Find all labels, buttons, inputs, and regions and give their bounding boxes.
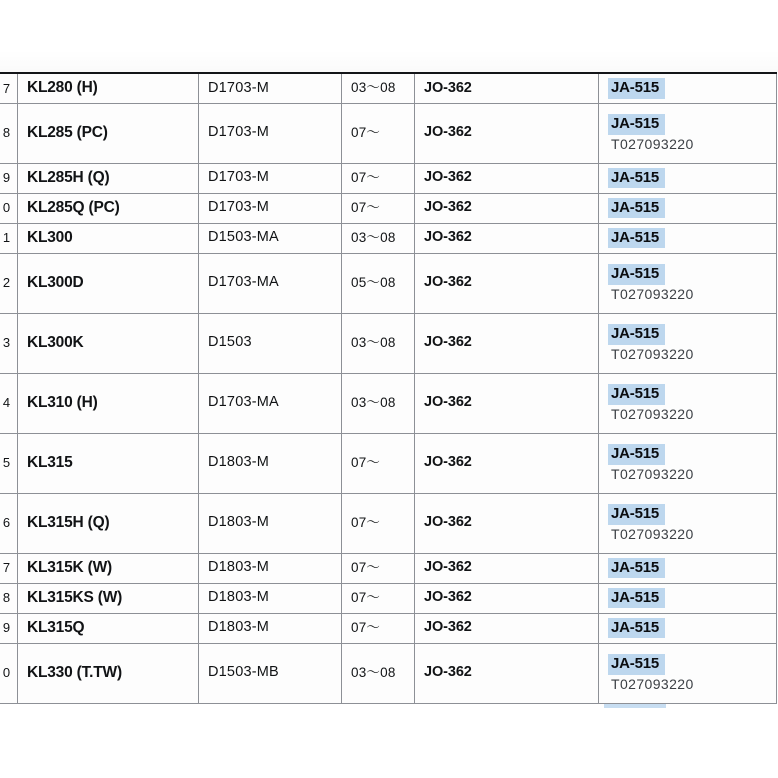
oil-filter-cell: JO-362: [415, 493, 599, 553]
model-name-cell: KL300: [18, 223, 199, 253]
secondary-part-number: T027093220: [611, 525, 694, 542]
air-filter-cell: [599, 253, 777, 313]
table-row: [0, 73, 777, 103]
oil-filter-cell: JO-362: [415, 103, 599, 163]
table-row: [0, 373, 777, 433]
table-row: [0, 493, 777, 553]
row-number-cell: 0: [0, 643, 18, 703]
row-number-cell: 8: [0, 583, 18, 613]
highlighted-part-number: JA-515: [608, 198, 665, 219]
year-range-cell: 05〜08: [342, 253, 415, 313]
page-top-margin: [0, 0, 778, 72]
table-row: [0, 643, 777, 703]
engine-code-cell: D1803-M: [199, 553, 342, 583]
table-row: [0, 253, 777, 313]
oil-filter-cell: JO-362: [415, 583, 599, 613]
highlighted-part-number: JA-515: [608, 558, 665, 579]
table-row: [0, 583, 777, 613]
table-row: [0, 103, 777, 163]
air-filter-cell: [599, 613, 777, 643]
engine-code-cell: D1703-M: [199, 163, 342, 193]
highlighted-part-number: JA-515: [608, 228, 665, 249]
row-number-cell: 6: [0, 493, 18, 553]
air-filter-cell: [599, 493, 777, 553]
engine-code-cell: D1803-M: [199, 493, 342, 553]
air-filter-cell: [599, 103, 777, 163]
oil-filter-cell: JO-362: [415, 253, 599, 313]
oil-filter-cell: JO-362: [415, 223, 599, 253]
air-filter-cell: [599, 223, 777, 253]
table-row: [0, 433, 777, 493]
oil-filter-cell: JO-362: [415, 373, 599, 433]
year-range-cell: 07〜: [342, 163, 415, 193]
model-name-cell: KL315K (W): [18, 553, 199, 583]
highlighted-part-number: JA-515: [608, 654, 665, 675]
secondary-part-number: T027093220: [611, 345, 694, 362]
engine-code-cell: D1703-M: [199, 193, 342, 223]
air-filter-cell: [599, 373, 777, 433]
row-number-cell: 2: [0, 253, 18, 313]
highlighted-part-number: JA-515: [608, 78, 665, 99]
air-filter-cell: [599, 193, 777, 223]
highlighted-part-number: JA-515: [608, 504, 665, 525]
model-name-cell: KL300D: [18, 253, 199, 313]
row-number-cell: 4: [0, 373, 18, 433]
row-number-cell: 7: [0, 553, 18, 583]
oil-filter-cell: JO-362: [415, 553, 599, 583]
row-number-cell: 8: [0, 103, 18, 163]
model-name-cell: KL315Q: [18, 613, 199, 643]
highlighted-part-number: JA-515: [608, 588, 665, 609]
engine-code-cell: D1503: [199, 313, 342, 373]
engine-code-cell: D1703-MA: [199, 253, 342, 313]
oil-filter-cell: JO-362: [415, 433, 599, 493]
engine-code-cell: D1703-M: [199, 103, 342, 163]
oil-filter-cell: JO-362: [415, 193, 599, 223]
table-row: [0, 193, 777, 223]
engine-code-cell: D1703-MA: [199, 373, 342, 433]
oil-filter-cell: JO-362: [415, 613, 599, 643]
row-number-cell: 1: [0, 223, 18, 253]
year-range-cell: 07〜: [342, 193, 415, 223]
table-row: [0, 613, 777, 643]
oil-filter-cell: JO-362: [415, 313, 599, 373]
row-number-cell: 9: [0, 163, 18, 193]
year-range-cell: 07〜: [342, 613, 415, 643]
oil-filter-cell: JO-362: [415, 163, 599, 193]
air-filter-cell: [599, 643, 777, 703]
oil-filter-cell: JO-362: [415, 73, 599, 103]
model-name-cell: KL315H (Q): [18, 493, 199, 553]
secondary-part-number: T027093220: [611, 465, 694, 482]
highlighted-part-number: JA-515: [608, 444, 665, 465]
row-number-cell: 3: [0, 313, 18, 373]
secondary-part-number: T027093220: [611, 405, 694, 422]
oil-filter-cell: JO-362: [415, 643, 599, 703]
year-range-cell: 07〜: [342, 553, 415, 583]
air-filter-cell: [599, 553, 777, 583]
secondary-part-number: T027093220: [611, 285, 694, 302]
highlighted-part-number: JA-515: [608, 114, 665, 135]
year-range-cell: 07〜: [342, 493, 415, 553]
air-filter-cell: [599, 73, 777, 103]
secondary-part-number: T027093220: [611, 675, 694, 692]
air-filter-cell: [599, 583, 777, 613]
highlighted-part-number: JA-515: [608, 264, 665, 285]
air-filter-cell: [599, 433, 777, 493]
air-filter-cell: [599, 313, 777, 373]
table-row: [0, 313, 777, 373]
year-range-cell: 03〜08: [342, 73, 415, 103]
model-name-cell: KL285H (Q): [18, 163, 199, 193]
highlighted-part-number: JA-515: [608, 618, 665, 639]
year-range-cell: 03〜08: [342, 643, 415, 703]
model-name-cell: KL300K: [18, 313, 199, 373]
highlighted-part-number: JA-515: [608, 168, 665, 189]
model-name-cell: KL315KS (W): [18, 583, 199, 613]
secondary-part-number: T027093220: [611, 135, 694, 152]
year-range-cell: 03〜08: [342, 223, 415, 253]
model-name-cell: KL285 (PC): [18, 103, 199, 163]
row-number-cell: 9: [0, 613, 18, 643]
table-row: [0, 223, 777, 253]
parts-table-viewport: [0, 72, 778, 708]
year-range-cell: 03〜08: [342, 373, 415, 433]
highlighted-part-number: JA-515: [608, 384, 665, 405]
row-number-cell: 7: [0, 73, 18, 103]
table-row: [0, 163, 777, 193]
row-number-cell: 0: [0, 193, 18, 223]
parts-cross-reference-table: [0, 72, 777, 704]
year-range-cell: 03〜08: [342, 313, 415, 373]
engine-code-cell: D1803-M: [199, 583, 342, 613]
row-number-cell: 5: [0, 433, 18, 493]
model-name-cell: KL330 (T.TW): [18, 643, 199, 703]
model-name-cell: KL310 (H): [18, 373, 199, 433]
year-range-cell: 07〜: [342, 433, 415, 493]
highlighted-part-number: JA-515: [608, 324, 665, 345]
parts-table-body: [0, 73, 777, 703]
engine-code-cell: D1503-MB: [199, 643, 342, 703]
model-name-cell: KL280 (H): [18, 73, 199, 103]
model-name-cell: KL315: [18, 433, 199, 493]
engine-code-cell: D1703-M: [199, 73, 342, 103]
air-filter-cell: [599, 163, 777, 193]
engine-code-cell: D1803-M: [199, 613, 342, 643]
year-range-cell: 07〜: [342, 103, 415, 163]
year-range-cell: 07〜: [342, 583, 415, 613]
engine-code-cell: D1503-MA: [199, 223, 342, 253]
table-row: [0, 553, 777, 583]
model-name-cell: KL285Q (PC): [18, 193, 199, 223]
page-bottom-margin: [0, 708, 778, 778]
engine-code-cell: D1803-M: [199, 433, 342, 493]
